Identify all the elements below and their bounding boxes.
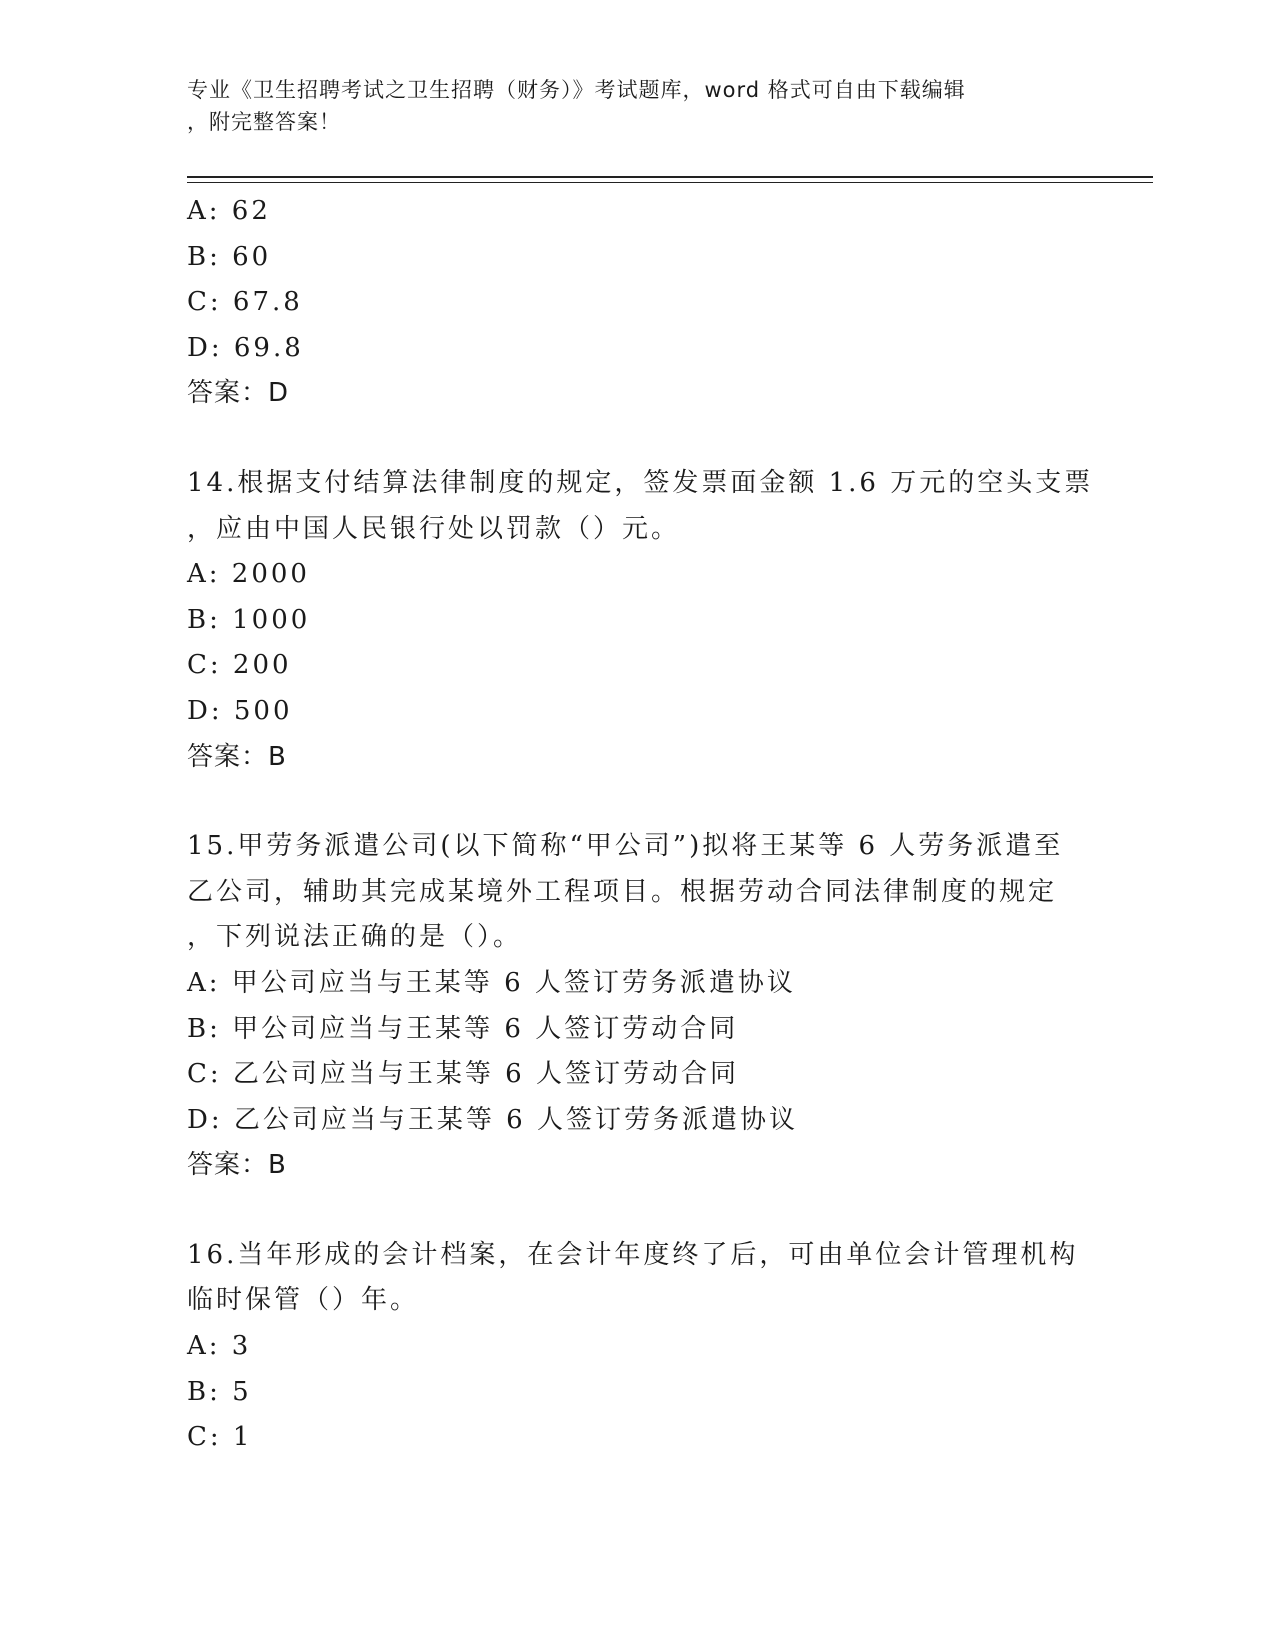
option-c: C: 67.8: [187, 287, 303, 318]
question-gap: [187, 780, 1087, 824]
question-14: [187, 461, 1094, 780]
question-15: [187, 824, 1087, 1189]
header-divider-thick: [187, 176, 1153, 178]
question-stem-line-2: ，应由中国人民银行处以罚款（）元。: [187, 513, 681, 544]
option-a: A: 甲公司应当与王某等 6 人签订劳务派遣协议: [187, 967, 796, 998]
question-stem-line-1: 14.根据支付结算法律制度的规定，签发票面金额 1.6 万元的空头支票: [187, 467, 1094, 498]
option-c: C: 200: [187, 650, 292, 681]
question-stem-line-2: 乙公司，辅助其完成某境外工程项目。根据劳动合同法律制度的规定: [187, 876, 1058, 907]
question-13: [187, 189, 1087, 417]
option-d: D: 500: [187, 695, 293, 726]
option-a: A: 2000: [187, 559, 310, 590]
question-gap: [187, 1189, 1087, 1233]
question-16: [187, 1233, 1087, 1461]
question-stem-line-1: 16.当年形成的会计档案，在会计年度终了后，可由单位会计管理机构: [187, 1239, 1079, 1270]
question-stem-line-1: 15.甲劳务派遣公司(以下简称“甲公司”)拟将王某等 6 人劳务派遣至: [187, 831, 1064, 862]
question-gap: [187, 417, 1087, 461]
option-b: B: 60: [187, 241, 272, 272]
answer: 答案：B: [187, 741, 287, 772]
option-b: B: 1000: [187, 604, 311, 635]
option-c: C: 乙公司应当与王某等 6 人签订劳动合同: [187, 1059, 739, 1090]
option-c: C: 1: [187, 1422, 253, 1453]
option-d: D: 69.8: [187, 332, 304, 363]
answer: 答案：B: [187, 1150, 287, 1181]
header-line-2: ，附完整答案！: [187, 110, 341, 134]
option-a: A: 62: [187, 196, 271, 226]
question-list: [187, 189, 1094, 1461]
header-line-1: 专业《卫生招聘考试之卫生招聘（财务）》考试题库，word 格式可自由下载编辑: [187, 78, 966, 102]
page-header: [187, 74, 1067, 138]
option-d: D: 乙公司应当与王某等 6 人签订劳务派遣协议: [187, 1104, 798, 1135]
option-b: B: 5: [187, 1376, 252, 1407]
question-stem-line-3: ，下列说法正确的是（）。: [187, 922, 523, 953]
option-b: B: 甲公司应当与王某等 6 人签订劳动合同: [187, 1013, 739, 1044]
answer: 答案：D: [187, 378, 290, 409]
question-stem-line-2: 临时保管（）年。: [187, 1285, 420, 1316]
option-a: A: 3: [187, 1331, 252, 1362]
header-divider-thin: [187, 182, 1153, 183]
